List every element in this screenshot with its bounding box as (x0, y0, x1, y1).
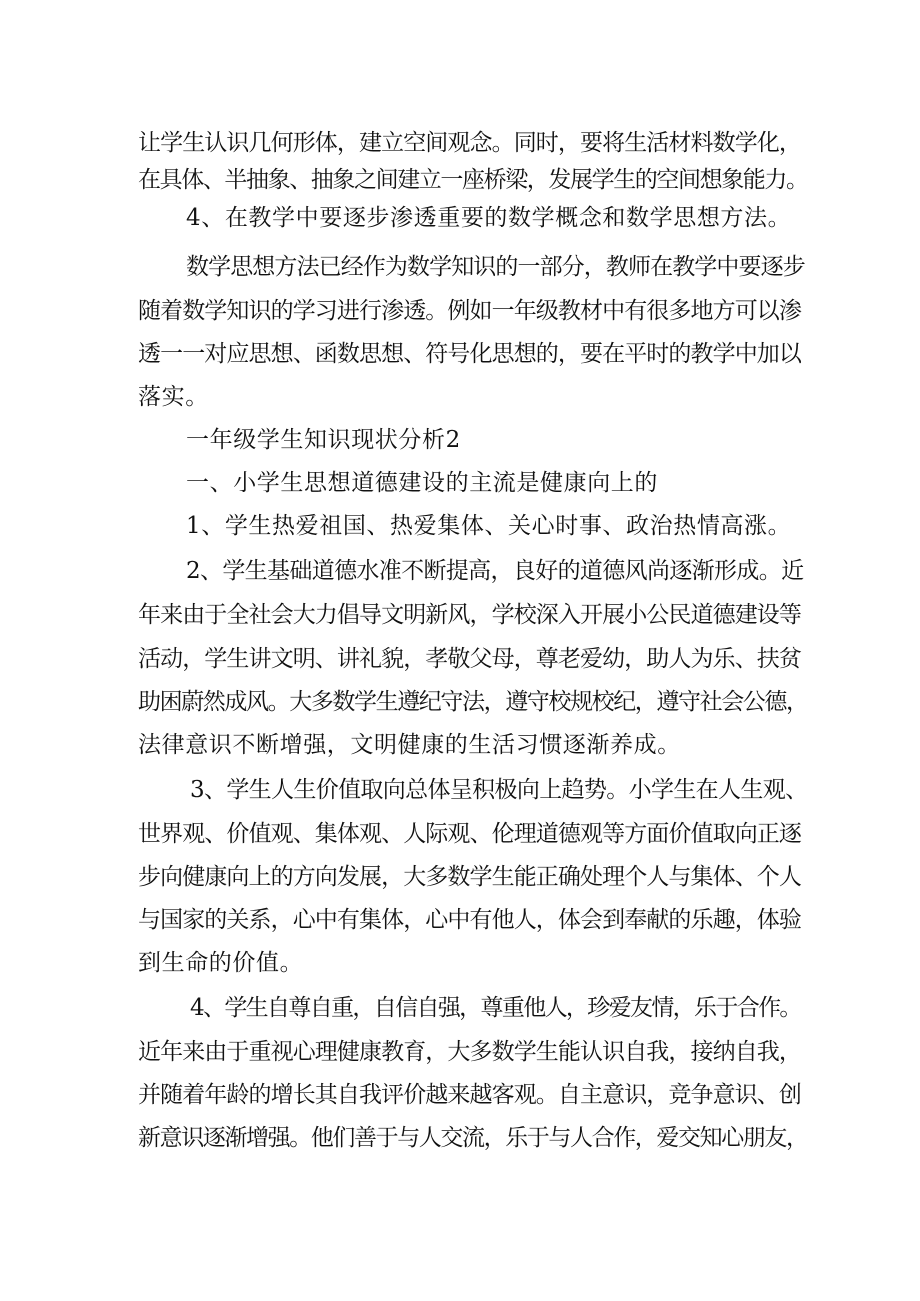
text-line: 透一一对应思想、函数思想、符号化思想的，要在平时的教学中加以 (138, 341, 802, 367)
text-line: 到生命的价值。 (138, 950, 304, 976)
list-item: 2、学生基础道德水准不断提高，良好的道德风尚逐渐形成。近 (186, 558, 804, 584)
text-line: 与国家的关系，心中有集体，心中有他人，体会到奉献的乐趣，体验 (138, 907, 802, 933)
list-item: 4、学生自尊自重，自信自强，尊重他人，珍爱友情，乐于合作。 (190, 995, 801, 1021)
text-line: 助困蔚然成风。大多数学生遵纪守法，遵守校规校纪，遵守社会公德， (138, 689, 808, 715)
text-line: 法律意识不断增强，文明健康的生活习惯逐渐养成。 (138, 732, 681, 758)
text-line: 活动，学生讲文明、讲礼貌，孝敬父母，尊老爱幼，助人为乐、扶贫 (138, 646, 802, 672)
text-line: 落实。 (138, 384, 209, 410)
text-line: 数学思想方法已经作为数学知识的一部分，教师在教学中要逐步 (186, 254, 805, 280)
text-line: 并随着年龄的增长其自我评价越来越客观。自主意识，竞争意识、创 (138, 1082, 802, 1108)
text-line: 随着数学知识的学习进行渗透。例如一年级教材中有很多地方可以渗 (138, 298, 802, 324)
text-line: 年来由于全社会大力倡导文明新风，学校深入开展小公民道德建设等 (138, 602, 802, 628)
list-item: 3、学生人生价值取向总体呈积极向上趋势。小学生在人生观、 (190, 777, 808, 803)
text-line: 步向健康向上的方向发展，大多数学生能正确处理个人与集体、个人 (138, 864, 802, 890)
text-line: 新意识逐渐增强。他们善于与人交流，乐于与人合作，爱交知心朋友， (138, 1125, 808, 1151)
text-line: 近年来由于重视心理健康教育，大多数学生能认识自我，接纳自我， (138, 1039, 802, 1065)
section-title: 一年级学生知识现状分析2 (186, 427, 461, 453)
section-heading: 一、小学生思想道德建设的主流是健康向上的 (186, 470, 658, 496)
list-item-heading: 4、在教学中要逐步渗透重要的数学概念和数学思想方法。 (186, 205, 792, 231)
text-line: 在具体、半抽象、抽象之间建立一座桥梁，发展学生的空间想象能力。 (138, 167, 808, 193)
text-line: 让学生认识几何形体，建立空间观念。同时，要将生活材料数学化， (138, 130, 802, 156)
list-item: 1、学生热爱祖国、热爱集体、关心时事、政治热情高涨。 (186, 513, 792, 539)
text-line: 世界观、价值观、集体观、人际观、伦理道德观等方面价值取向正逐 (138, 821, 802, 847)
